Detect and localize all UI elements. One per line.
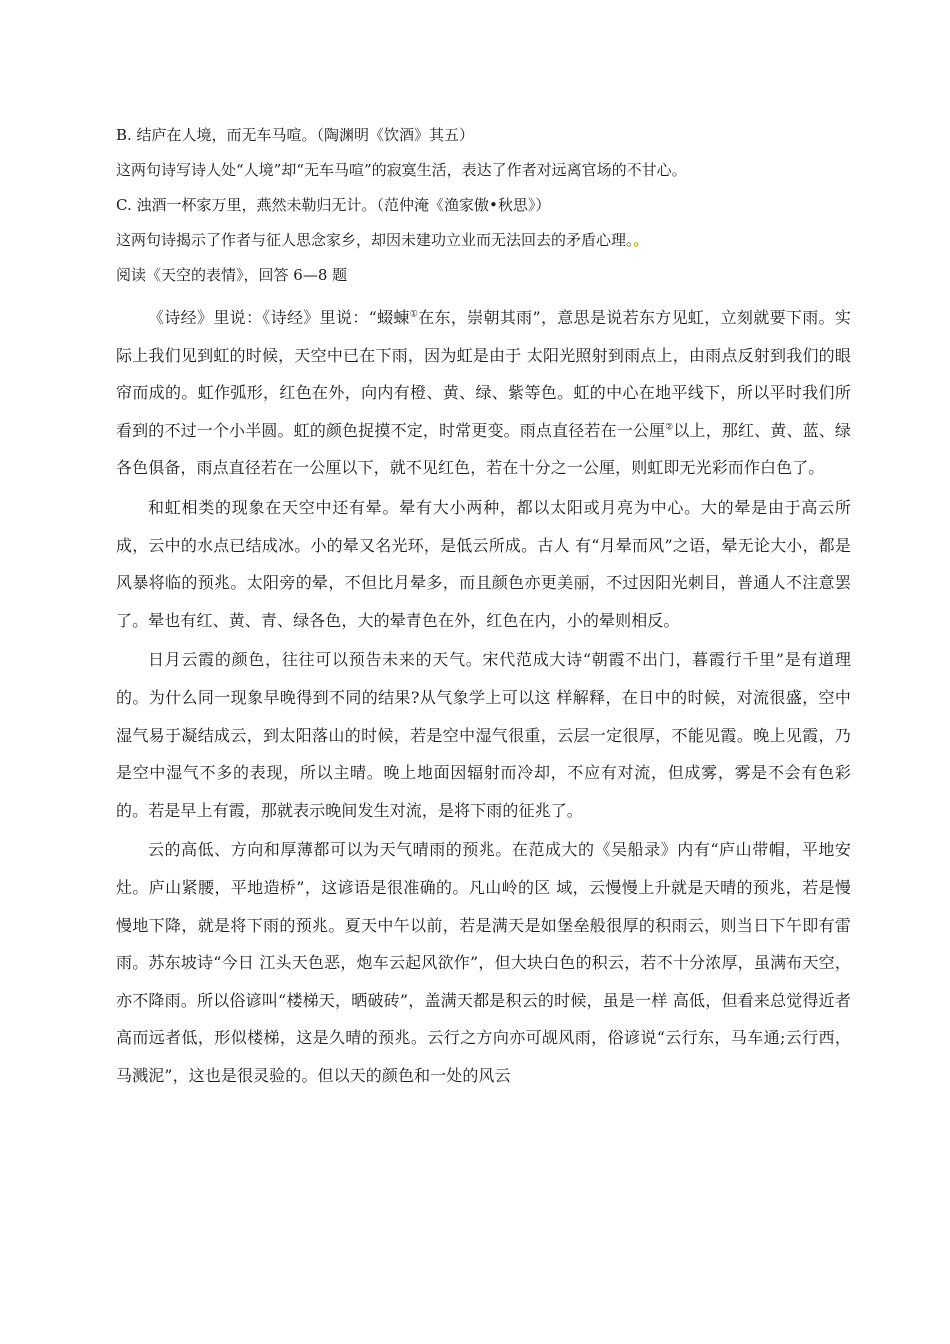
footnote-marker-1: ① xyxy=(409,309,419,320)
article-paragraph-3: 日月云霞的颜色，往往可以预告未来的天气。宋代范成大诗“朝霞不出门，暮霞行千里”是有道理的。为什么同一现象早晚得到不同的结果?从气象学上可以这 样解释，在日中的时候，对流很盛，空中湿气易于凝结成云，到太阳落山的时候，若是空中湿气很重，云层一定很厚，不能见霞。晚上见霞，乃是空中湿气不多的表现，所以主晴。晚上地面因辐射而冷却，不应有对流，但成雾，雾是不会有色彩的。若是早上有霞，那就表示晚间发生对流，是将下雨的征兆了。 xyxy=(116,650,851,820)
document-body xyxy=(116,124,851,1094)
option-c-line: C. 浊酒一杯家万里，燕然未勒归无计。（范仲淹《渔家傲•秋思》） xyxy=(116,196,551,214)
option-b-explanation: 这两句诗写诗人处“人境”却“无车马喧”的寂寞生活，表达了作者对远离官场的不甘心。 xyxy=(116,161,687,179)
yellow-mark: 。 xyxy=(633,231,649,249)
p1-part-a: 《诗经》里说：《诗经》里说：“蝃蝀 xyxy=(148,308,410,327)
option-b-line: B. 结庐在人境，而无车马喧。（陶渊明《饮酒》其五） xyxy=(116,126,475,144)
footnote-marker-2: ② xyxy=(665,422,674,433)
article-paragraph-4: 云的高低、方向和厚薄都可以为天气晴雨的预兆。在范成大的《吴船录》内有“庐山带帽，平地安灶。庐山紧腰，平地造桥”，这谚语是很准确的。凡山岭的区 域，云慢慢上升就是天晴的预兆，若是慢慢地下降，就是将下雨的预兆。夏天中午以前，若是满天是如堡垒般很厚的积雨云，则当日下午即有雷雨。苏东坡诗“今日 江头天色恶，炮车云起风欲作”，但大块白色的积云，若不十分浓厚，虽满布天空，亦不降雨。所以俗谚叫“楼梯天，晒破砖”，盖满天都是积云的时候，虽是一样 高低，但看来总觉得近者高而远者低，形似楼梯，这是久晴的预兆。云行之方向亦可觇风雨，俗谚说“云行东，马车通;云行西，马溅泥”，这也是很灵验的。但以天的颜色和一处的风云 xyxy=(116,840,851,1085)
article-paragraph-1 xyxy=(116,299,851,487)
reading-prompt: 阅读《天空的表情》，回答 6—8 题 xyxy=(116,266,348,284)
p1-part-b: 在东，崇朝其雨”，意思是说若东方见虹，立刻就要下雨。实际上我们见到虹的时候，天空中已在下雨，因为虹是由于 太阳光照射到雨点上，由雨点反射到我们的眼帘而成的。虹作弧形，红色在外，向内有橙、黄、绿、紫等色。虹的中心在地平线下，所以平时我们所看到的不过一个小半圆。虹的颜色捉摸不定，时常更变。雨点直径若在一公厘 xyxy=(116,308,851,440)
option-c-explanation: 这两句诗揭示了作者与征人思念家乡，却因未建功立业而无法回去的矛盾心理。 xyxy=(116,231,634,249)
p1-part-c: 以上，那红、黄、蓝、绿各色俱备，雨点直径若在一公厘以下，就不见红色，若在十分之一公厘，则虹即无光彩而作白色了。 xyxy=(116,420,852,478)
article-paragraph-2: 和虹相类的现象在天空中还有晕。晕有大小两种，都以太阳或月亮为中心。大的晕是由于高云所成，云中的水点已结成冰。小的晕又名光环，是低云所成。古人 有“月晕而风”之语，晕无论大小，都是风暴将临的预兆。太阳旁的晕，不但比月晕多，而且颜色亦更美丽，不过因阳光刺目，普通人不注意罢了。晕也有红、黄、青、绿各色，大的晕青色在外，红色在内，小的晕则相反。 xyxy=(116,497,851,630)
option-c-explanation-line xyxy=(116,229,851,252)
